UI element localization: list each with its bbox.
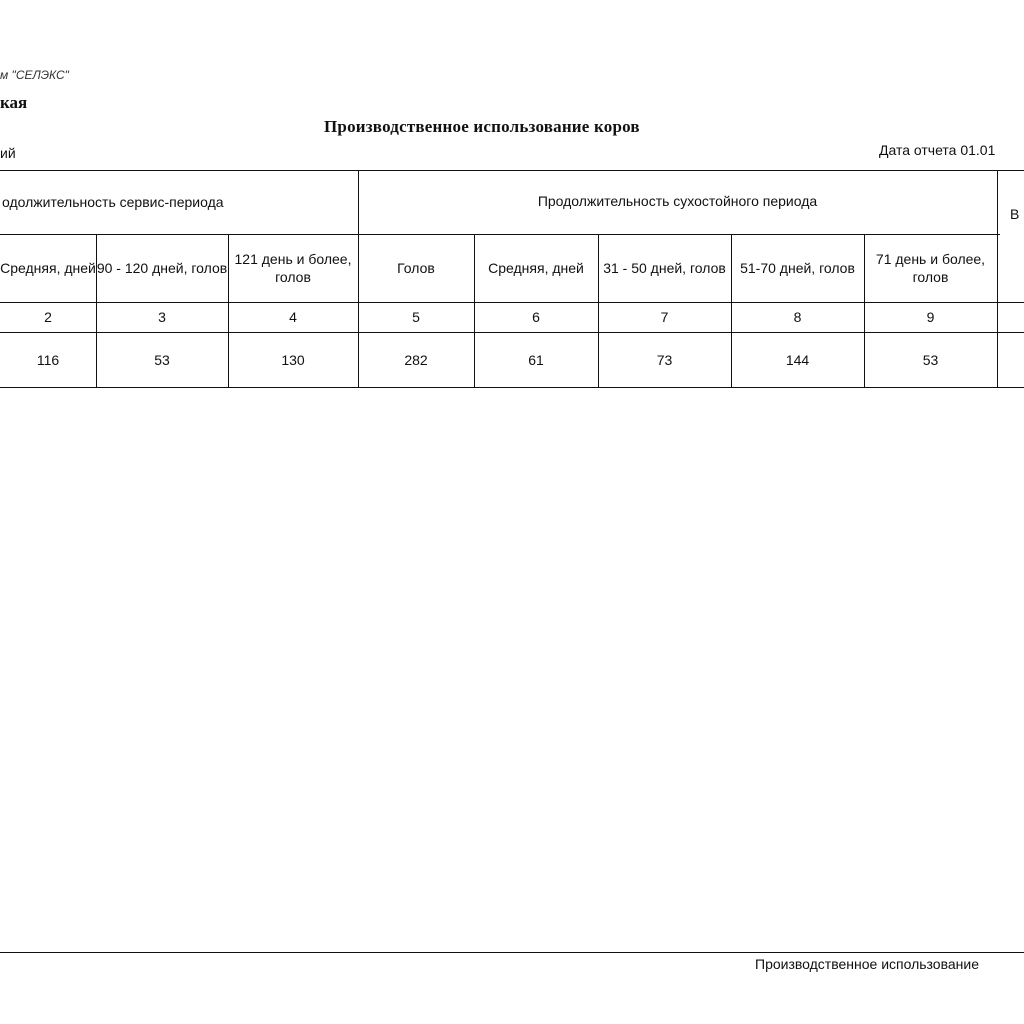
- group-header-dry-period: Продолжительность сухостойного периода: [537, 193, 818, 209]
- col-number: 5: [412, 309, 420, 325]
- group-header-service-period: одолжительность сервис-периода: [2, 194, 224, 210]
- farm-name: кая: [0, 93, 28, 112]
- col-header: Голов: [397, 260, 435, 276]
- software-name: м "СЕЛЭКС": [0, 68, 69, 82]
- footer-text: Производственное использование: [755, 956, 979, 972]
- data-cell: 61: [528, 351, 544, 368]
- col-number: 3: [158, 309, 166, 325]
- table-group-divider: [997, 170, 998, 387]
- col-header: Средняя, дней: [488, 260, 584, 276]
- col-number: 4: [289, 309, 297, 325]
- data-cell: 282: [404, 351, 428, 368]
- col-number: 8: [793, 309, 802, 325]
- production-table: [0, 170, 1024, 388]
- col-header: Средняя, дней: [0, 260, 96, 276]
- data-cell: 144: [785, 351, 810, 368]
- report-date: Дата отчета 01.01: [879, 142, 996, 158]
- col-header: 90 - 120 дней, голов: [96, 260, 228, 276]
- data-cell: 116: [36, 351, 60, 368]
- group-header-next: В: [1010, 206, 1020, 222]
- footer-divider: [0, 952, 1024, 953]
- col-header: 71 день и более, голов: [875, 251, 986, 285]
- col-number: 6: [532, 309, 540, 325]
- data-cell: 53: [154, 351, 170, 368]
- data-cell: 73: [656, 351, 673, 368]
- table-border-bottom: [0, 387, 1024, 388]
- col-number: 9: [926, 309, 935, 325]
- col-header: 121 день и более, голов: [234, 251, 352, 285]
- data-cell: 53: [922, 351, 939, 368]
- col-header: 31 - 50 дней, голов: [603, 260, 726, 276]
- report-subtitle: ий: [0, 145, 16, 161]
- col-number: 7: [660, 309, 669, 325]
- report-title: Производственное использование коров: [324, 117, 640, 136]
- col-header: 51-70 дней, голов: [740, 260, 855, 276]
- data-cell: 130: [281, 351, 305, 368]
- col-number: 2: [44, 309, 52, 325]
